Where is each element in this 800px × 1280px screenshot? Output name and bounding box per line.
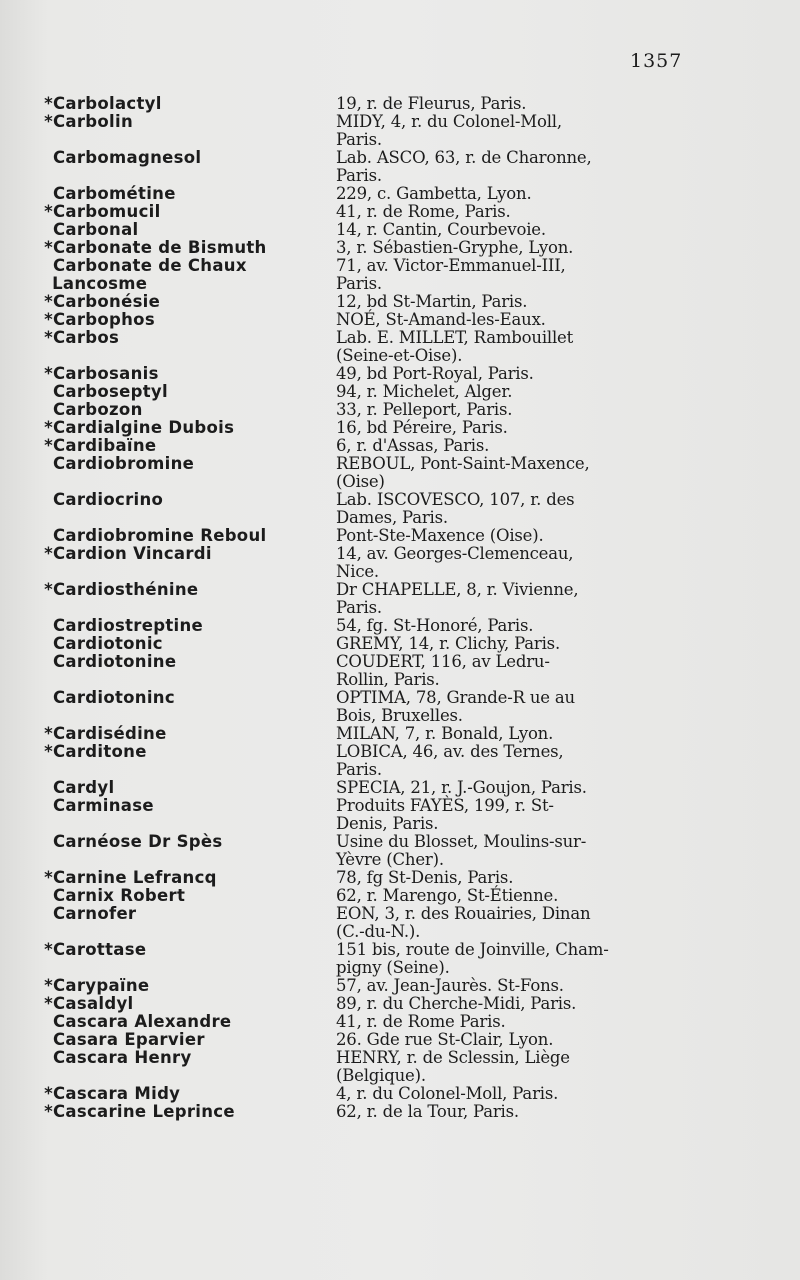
product-name: Cascarine Leprince — [53, 1102, 235, 1121]
product-name: Carbophos — [53, 310, 155, 329]
product-name: Carbonate de Chaux Lancosme — [52, 256, 247, 293]
product-name: Carbonésie — [53, 292, 161, 311]
asterisk-marker: * — [44, 1102, 53, 1121]
product-name: Carnix Robert — [53, 886, 186, 905]
manufacturer-address: Lab. E. MILLET, Rambouillet (Seine-et-Oise). — [336, 328, 574, 365]
product-name-cell — [40, 95, 336, 113]
manufacturer-address: 3, r. Sébastien-Gryphe, Lyon. — [336, 238, 574, 257]
asterisk-marker: * — [44, 742, 53, 761]
product-name: Carditone — [53, 742, 147, 761]
product-name-cell — [40, 221, 336, 239]
manufacturer-address: EON, 3, r. des Rouairies, Dinan (C.-du-N.). — [336, 904, 591, 941]
entry-row — [40, 905, 760, 941]
product-name: Cardiotonine — [53, 652, 177, 671]
manufacturer-address: 151 bis, route de Joinville, Cham- pigny (Seine). — [336, 940, 609, 977]
manufacturer-address: 229, c. Gambetta, Lyon. — [336, 184, 532, 203]
manufacturer-address: NOÉ, St-Amand-les-Eaux. — [336, 310, 546, 329]
manufacturer-address: OPTIMA, 78, Grande-R ue au Bois, Bruxelles. — [336, 688, 575, 725]
entry-row — [40, 689, 760, 725]
product-name: Cardiosthénine — [53, 580, 199, 599]
product-name: Carbos — [53, 328, 120, 347]
entry-row — [40, 329, 760, 365]
entry-list — [40, 95, 760, 1121]
product-name-cell — [40, 833, 336, 851]
product-name-cell — [40, 455, 336, 473]
manufacturer-address: 33, r. Pelleport, Paris. — [336, 400, 513, 419]
entry-row — [40, 977, 760, 995]
product-name-cell — [40, 311, 336, 329]
manufacturer-address: Dr CHAPELLE, 8, r. Vivienne, Paris. — [336, 580, 579, 617]
product-name: Cardyl — [53, 778, 115, 797]
product-name-cell — [40, 941, 336, 959]
product-name-cell — [40, 1085, 336, 1103]
entry-row — [40, 1031, 760, 1049]
product-name-cell — [40, 257, 336, 293]
product-name-cell — [40, 617, 336, 635]
product-name-cell — [40, 1103, 336, 1121]
entry-row — [40, 635, 760, 653]
product-name-cell — [40, 329, 336, 347]
product-name: Carbosanis — [53, 364, 159, 383]
asterisk-marker: * — [44, 436, 53, 455]
entry-row — [40, 725, 760, 743]
product-name: Cardiostreptine — [53, 616, 204, 635]
product-name: Carboseptyl — [53, 382, 168, 401]
product-name: Carminase — [53, 796, 154, 815]
product-name: Carbolactyl — [53, 94, 162, 113]
product-name-cell — [40, 527, 336, 545]
manufacturer-address: 6, r. d'Assas, Paris. — [336, 436, 490, 455]
product-name: Cardiobromine — [53, 454, 195, 473]
product-name-cell — [40, 1013, 336, 1031]
entry-row — [40, 545, 760, 581]
asterisk-marker: * — [44, 868, 53, 887]
entry-row — [40, 1049, 760, 1085]
product-name-cell — [40, 401, 336, 419]
asterisk-marker: * — [44, 580, 53, 599]
asterisk-marker: * — [44, 202, 53, 221]
entry-row — [40, 149, 760, 185]
entry-row — [40, 365, 760, 383]
asterisk-marker: * — [44, 292, 53, 311]
entry-row — [40, 1013, 760, 1031]
product-name: Cardibaïne — [53, 436, 157, 455]
asterisk-marker: * — [44, 94, 53, 113]
product-name-cell — [40, 869, 336, 887]
manufacturer-address: SPECIA, 21, r. J.-Goujon, Paris. — [336, 778, 587, 797]
product-name: Carbomucil — [53, 202, 161, 221]
asterisk-marker: * — [44, 544, 53, 563]
product-name-cell — [40, 1031, 336, 1049]
manufacturer-address: 41, r. de Rome Paris. — [336, 1012, 506, 1031]
product-name: Carnofer — [53, 904, 137, 923]
entry-row — [40, 419, 760, 437]
entry-row — [40, 1103, 760, 1121]
manufacturer-address: Produits FAYÈS, 199, r. St- Denis, Paris. — [336, 796, 554, 833]
product-name-cell — [40, 689, 336, 707]
entry-row — [40, 257, 760, 293]
product-name: Cardiocrino — [53, 490, 164, 509]
manufacturer-address: HENRY, r. de Sclessin, Liège (Belgique). — [336, 1048, 570, 1085]
product-name-cell — [40, 185, 336, 203]
entry-row — [40, 833, 760, 869]
product-name-cell — [40, 797, 336, 815]
entry-row — [40, 527, 760, 545]
product-name: Cardion Vincardi — [53, 544, 212, 563]
product-name-cell — [40, 293, 336, 311]
manufacturer-address: 14, av. Georges-Clemenceau, Nice. — [336, 544, 574, 581]
entry-row — [40, 113, 760, 149]
entry-row — [40, 581, 760, 617]
entry-row — [40, 293, 760, 311]
manufacturer-address: 89, r. du Cherche-Midi, Paris. — [336, 994, 577, 1013]
asterisk-marker: * — [44, 994, 53, 1013]
entry-row — [40, 311, 760, 329]
product-name-cell — [40, 977, 336, 995]
product-name-cell — [40, 905, 336, 923]
manufacturer-address: 49, bd Port-Royal, Paris. — [336, 364, 534, 383]
entry-row — [40, 455, 760, 491]
product-name: Carbomagnesol — [53, 148, 202, 167]
product-name-cell — [40, 743, 336, 761]
manufacturer-address: REBOUL, Pont-Saint-Maxence, (Oise) — [336, 454, 590, 491]
product-name: Cardiotoninc — [53, 688, 175, 707]
product-name-cell — [40, 725, 336, 743]
product-name-cell — [40, 203, 336, 221]
product-name: Cascara Henry — [53, 1048, 192, 1067]
product-name: Cardisédine — [53, 724, 167, 743]
product-name: Carypaïne — [53, 976, 150, 995]
manufacturer-address: Lab. ISCOVESCO, 107, r. des Dames, Paris. — [336, 490, 575, 527]
product-name-cell — [40, 491, 336, 509]
product-name-cell — [40, 635, 336, 653]
product-name: Carottase — [53, 940, 147, 959]
manufacturer-address: 41, r. de Rome, Paris. — [336, 202, 511, 221]
manufacturer-address: Pont-Ste-Maxence (Oise). — [336, 526, 544, 545]
asterisk-marker: * — [44, 724, 53, 743]
manufacturer-address: 16, bd Péreire, Paris. — [336, 418, 508, 437]
asterisk-marker: * — [44, 976, 53, 995]
entry-row — [40, 95, 760, 113]
entry-row — [40, 653, 760, 689]
manufacturer-address: MILAN, 7, r. Bonald, Lyon. — [336, 724, 554, 743]
manufacturer-address: 14, r. Cantin, Courbevoie. — [336, 220, 546, 239]
product-name-cell — [40, 149, 336, 167]
asterisk-marker: * — [44, 328, 53, 347]
manufacturer-address: MIDY, 4, r. du Colonel-Moll, Paris. — [336, 112, 562, 149]
product-name-cell — [40, 365, 336, 383]
entry-row — [40, 185, 760, 203]
entry-row — [40, 383, 760, 401]
manufacturer-address: 12, bd St-Martin, Paris. — [336, 292, 528, 311]
product-name: Carbozon — [53, 400, 143, 419]
entry-row — [40, 779, 760, 797]
manufacturer-address: 19, r. de Fleurus, Paris. — [336, 94, 527, 113]
manufacturer-address: GREMY, 14, r. Clichy, Paris. — [336, 634, 560, 653]
manufacturer-address: 78, fg St-Denis, Paris. — [336, 868, 514, 887]
product-name-cell — [40, 887, 336, 905]
manufacturer-address: 62, r. Marengo, St-Étienne. — [336, 886, 559, 905]
asterisk-marker: * — [44, 418, 53, 437]
entry-row — [40, 401, 760, 419]
product-name: Carnéose Dr Spès — [53, 832, 223, 851]
product-name: Carbonal — [53, 220, 139, 239]
product-name-cell — [40, 113, 336, 131]
entry-row — [40, 887, 760, 905]
manufacturer-address: LOBICA, 46, av. des Ternes, Paris. — [336, 742, 564, 779]
product-name-cell — [40, 383, 336, 401]
manufacturer-address: 57, av. Jean-Jaurès. St-Fons. — [336, 976, 564, 995]
entry-row — [40, 437, 760, 455]
product-name-cell — [40, 239, 336, 257]
asterisk-marker: * — [44, 940, 53, 959]
manufacturer-address: 94, r. Michelet, Alger. — [336, 382, 513, 401]
product-name: Carbonate de Bismuth — [53, 238, 267, 257]
manufacturer-address: 54, fg. St-Honoré, Paris. — [336, 616, 534, 635]
entry-row — [40, 941, 760, 977]
entry-row — [40, 617, 760, 635]
manufacturer-address: Usine du Blosset, Moulins-sur- Yèvre (Cher). — [336, 832, 587, 869]
asterisk-marker: * — [44, 364, 53, 383]
product-name-cell — [40, 779, 336, 797]
entry-row — [40, 239, 760, 257]
product-name: Casaldyl — [53, 994, 134, 1013]
asterisk-marker: * — [44, 310, 53, 329]
entry-row — [40, 995, 760, 1013]
entry-row — [40, 221, 760, 239]
manufacturer-address: 62, r. de la Tour, Paris. — [336, 1102, 519, 1121]
product-name: Casara Eparvier — [53, 1030, 205, 1049]
manufacturer-address: COUDERT, 116, av Ledru- Rollin, Paris. — [336, 652, 550, 689]
product-name: Carbolin — [53, 112, 133, 131]
manufacturer-address: 26. Gde rue St-Clair, Lyon. — [336, 1030, 554, 1049]
product-name: Cascara Midy — [53, 1084, 181, 1103]
product-name: Cardialgine Dubois — [53, 418, 235, 437]
product-name: Carnine Lefrancq — [53, 868, 217, 887]
product-name-cell — [40, 419, 336, 437]
manufacturer-address: 71, av. Victor-Emmanuel-III, Paris. — [336, 256, 566, 293]
product-name: Cardiobromine Reboul — [53, 526, 267, 545]
product-name-cell — [40, 653, 336, 671]
entry-row — [40, 203, 760, 221]
product-name: Cascara Alexandre — [53, 1012, 232, 1031]
product-name-cell — [40, 1049, 336, 1067]
entry-row — [40, 869, 760, 887]
entry-row — [40, 1085, 760, 1103]
entry-row — [40, 491, 760, 527]
asterisk-marker: * — [44, 1084, 53, 1103]
page-number: 1357 — [630, 50, 683, 72]
manufacturer-address: 4, r. du Colonel-Moll, Paris. — [336, 1084, 559, 1103]
product-name: Carbométine — [53, 184, 176, 203]
asterisk-marker: * — [44, 112, 53, 131]
product-name-cell — [40, 545, 336, 563]
product-name-cell — [40, 995, 336, 1013]
product-name-cell — [40, 581, 336, 599]
product-name: Cardiotonic — [53, 634, 163, 653]
asterisk-marker: * — [44, 238, 53, 257]
manufacturer-address: Lab. ASCO, 63, r. de Charonne, Paris. — [336, 148, 592, 185]
entry-row — [40, 743, 760, 779]
entry-row — [40, 797, 760, 833]
product-name-cell — [40, 437, 336, 455]
